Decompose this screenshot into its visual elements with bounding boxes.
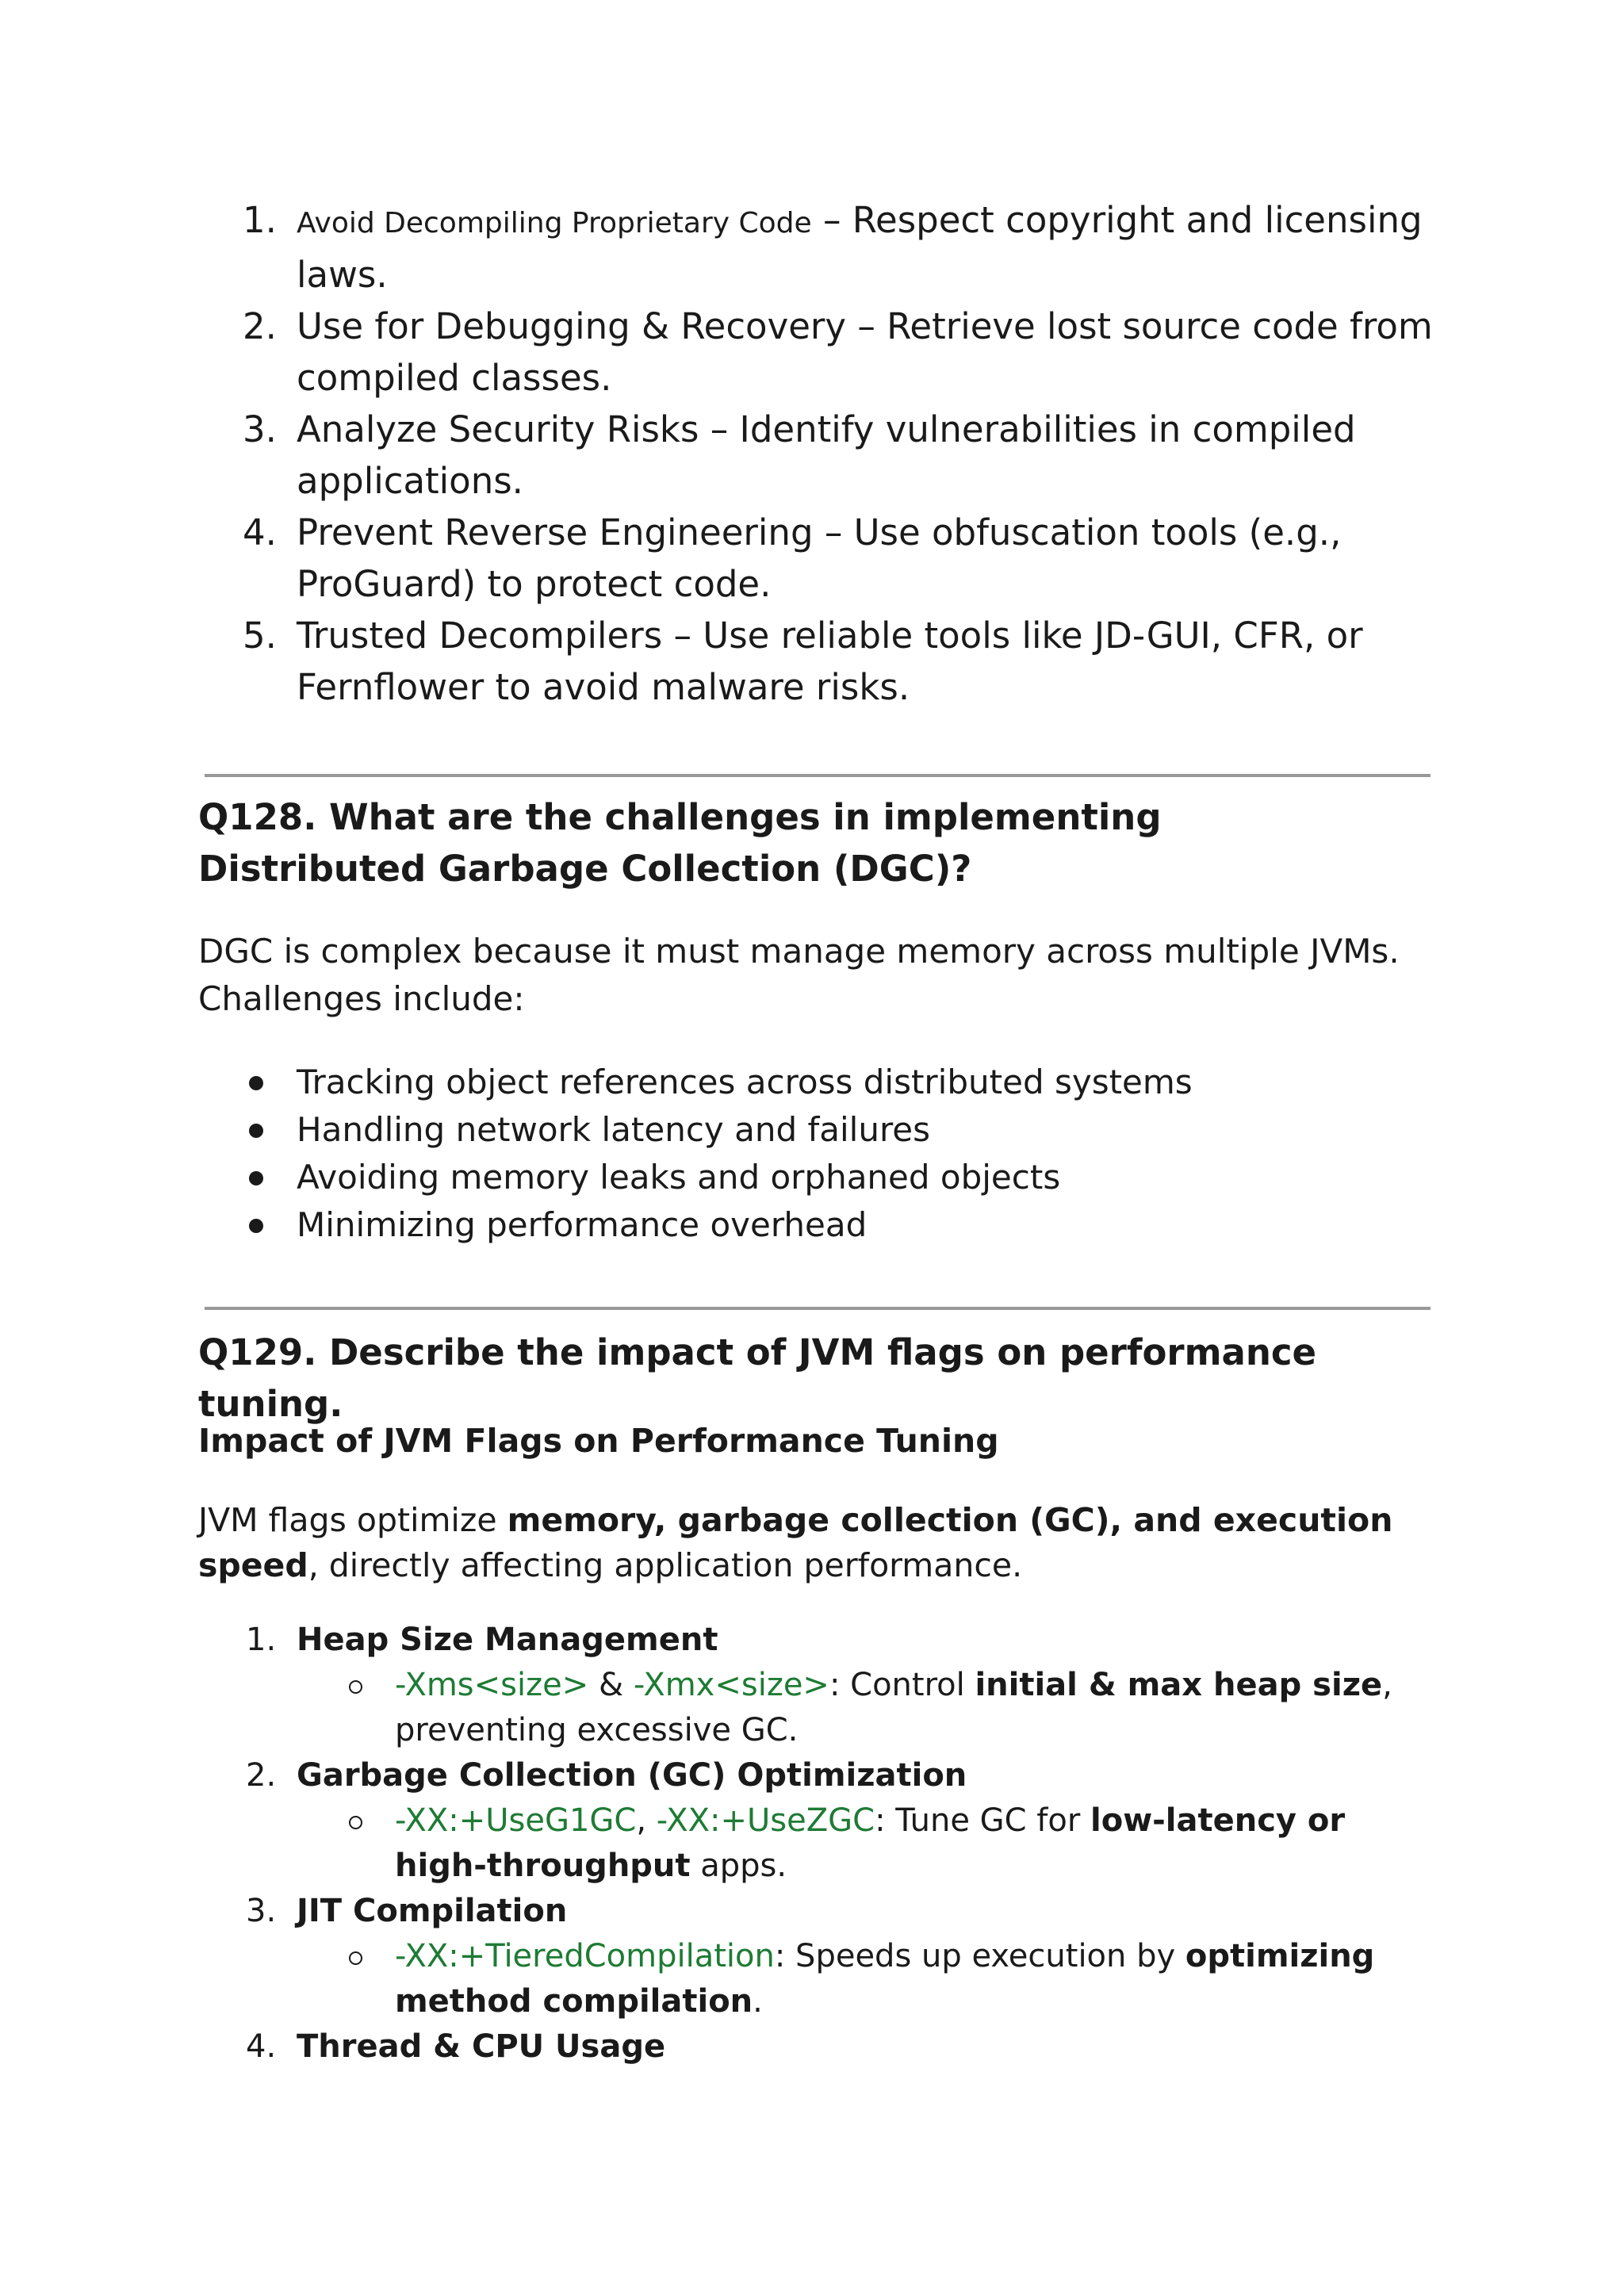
bullet-text: Minimizing performance overhead [297,1205,868,1244]
flag-text: -XX:+UseZGC [656,1802,875,1839]
dgc-challenges-list [198,1059,1435,1249]
list-number: 3. [246,1893,277,1929]
list-item-text: Analyze Security Risks – Identify vulnerabilities in compiled applications. [297,408,1356,502]
bullet-text: Avoiding memory leaks and orphaned objects [297,1158,1061,1197]
bullet-icon [249,1219,263,1233]
list-number: 1. [246,1622,277,1658]
q128-intro: DGC is complex because it must manage memory across multiple JVMs. Challenges include: [198,932,1400,1018]
bullet-icon [249,1171,263,1185]
list-item [198,1889,1435,2024]
list-item [198,1059,1435,1106]
q128-heading: Q128. What are the challenges in implementing Distributed Garbage Collection (DGC)? [198,796,1162,890]
section-divider [205,774,1431,777]
ethical-guidelines-list [198,194,1435,713]
jvm-flags-list [198,1618,1435,2070]
list-item-title: Garbage Collection (GC) Optimization [297,1757,967,1794]
list-item [198,404,1435,507]
list-item-title: Heap Size Management [297,1622,718,1658]
intro-bold-text: memory, garbage collection (GC), and execution speed [198,1501,1393,1584]
bullet-text: Tracking object references across distributed systems [297,1063,1193,1101]
flag-text: -Xmx<size> [633,1667,829,1703]
list-item [198,194,1435,301]
sub-list-item [297,1798,1435,1889]
list-item-text: – Respect copyright and licensing laws. [297,199,1423,296]
list-number: 1. [243,199,277,241]
list-item [198,1106,1435,1154]
list-number: 2. [246,1757,277,1794]
section-divider [205,1307,1431,1310]
sub-list [297,1798,1435,1889]
list-item-text: Prevent Reverse Engineering – Use obfuscation tools (e.g., ProGuard) to protect code. [297,511,1342,605]
list-item [198,610,1435,713]
sub-list [297,1663,1435,1753]
list-number: 5. [243,615,277,657]
desc-bold-text: low-latency or high-throughput [395,1802,1346,1884]
list-item [198,1753,1435,1889]
separator-text: , [636,1802,657,1839]
desc-bold-text: optimizing method compilation [395,1938,1375,2020]
list-item-title: JIT Compilation [297,1893,568,1929]
q129-subheading: Impact of JVM Flags on Performance Tuning [198,1422,999,1460]
intro-text: JVM flags optimize [198,1501,508,1539]
desc-text: : Tune GC for [875,1802,1091,1839]
list-item [198,1201,1435,1249]
flag-text: -Xms<size> [395,1667,589,1703]
list-item [198,301,1435,404]
list-number: 4. [243,511,277,553]
q129-heading: Q129. Describe the impact of JVM flags on performance tuning. [198,1331,1317,1425]
list-number: 2. [243,305,277,347]
list-item-text: Use for Debugging & Recovery – Retrieve lost source code from compiled classes. [297,305,1433,399]
sub-list [297,1934,1435,2024]
bullet-text: Handling network latency and failures [297,1110,931,1149]
list-number: 4. [246,2028,277,2065]
list-item-title: Thread & CPU Usage [297,2028,666,2065]
desc-text: apps. [690,1848,787,1884]
desc-bold-text: initial & max heap size [975,1667,1383,1703]
list-item-text: Trusted Decompilers – Use reliable tools like JD-GUI, CFR, or Fernflower to avoid malware risks. [297,615,1363,708]
flag-text: -XX:+TieredCompilation [395,1938,775,1974]
list-item [198,507,1435,610]
bullet-icon [249,1124,263,1138]
list-number: 3. [243,408,277,450]
sub-list-item [297,1663,1435,1753]
flag-text: -XX:+UseG1GC [395,1802,637,1839]
q129-intro [198,1498,1435,1588]
desc-text: : Control [829,1667,975,1703]
hollow-bullet-icon [349,1951,362,1965]
list-item [198,2024,1435,2070]
list-item [198,1154,1435,1201]
list-item [198,1618,1435,1753]
desc-text: , preventing excessive GC. [395,1667,1392,1748]
bullet-icon [249,1076,263,1090]
desc-text: : Speeds up execution by [774,1938,1185,1974]
hollow-bullet-icon [349,1680,362,1694]
list-item-title: Avoid Decompiling Proprietary Code [297,207,812,239]
intro-text: , directly affecting application performance. [308,1546,1023,1584]
separator-text: & [588,1667,634,1703]
sub-list-item [297,1934,1435,2024]
hollow-bullet-icon [349,1816,362,1829]
desc-text: . [753,1983,763,2020]
